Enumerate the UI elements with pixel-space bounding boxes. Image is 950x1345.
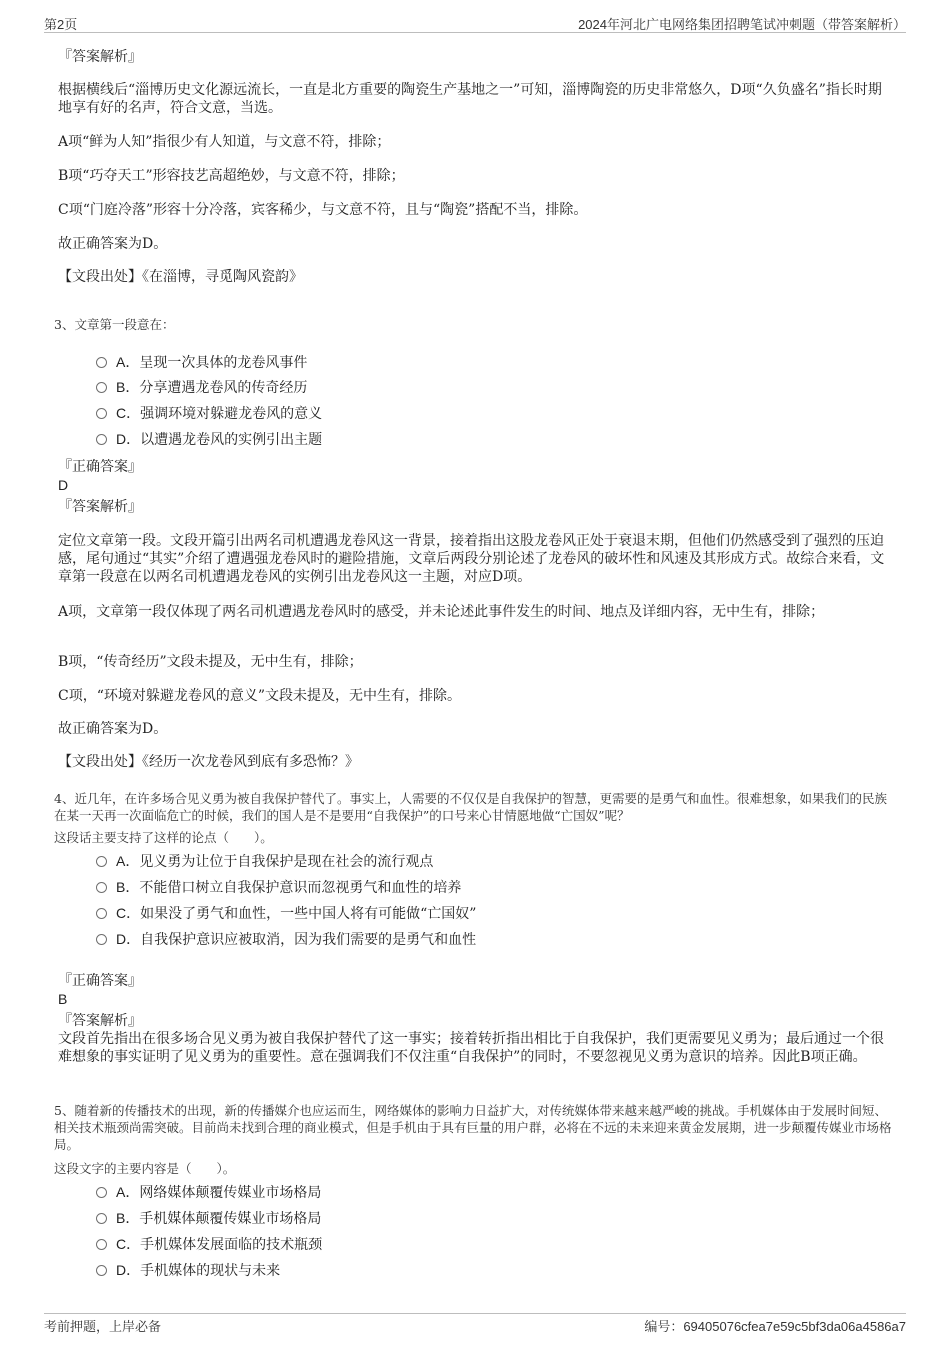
analysis-paragraph: B项“巧夺天工”形容技艺高超绝妙，与文意不符，排除；: [58, 168, 405, 184]
page-footer: [44, 1313, 906, 1336]
question-prompt: 这段文字的主要内容是（ ）。: [54, 1161, 236, 1176]
analysis-paragraph: B项，“传奇经历”文段未提及，无中生有，排除；: [58, 654, 363, 670]
option-c[interactable]: C．手机媒体发展面临的技术瓶颈: [96, 1235, 322, 1254]
page-header: [44, 10, 906, 33]
question-stem: 3、文章第一段意在：: [54, 317, 175, 332]
radio-icon[interactable]: [96, 882, 107, 893]
radio-icon[interactable]: [96, 856, 107, 867]
conclusion: 故正确答案为D。: [58, 721, 168, 737]
source-citation: 【文段出处】《经历一次龙卷风到底有多恐怖？》: [58, 754, 359, 770]
radio-icon[interactable]: [96, 408, 107, 419]
option-d[interactable]: D．自我保护意识应被取消，因为我们需要的是勇气和血性: [96, 930, 476, 949]
option-b[interactable]: B．不能借口树立自我保护意识而忽视勇气和血性的培养: [96, 878, 461, 897]
analysis-paragraph: A项“鲜为人知”指很少有人知道，与文意不符，排除；: [58, 134, 391, 150]
analysis-paragraph: A项，文章第一段仅体现了两名司机遭遇龙卷风时的感受，并未论述此事件发生的时间、地点及详细内容，无中生有，排除；: [58, 604, 825, 620]
radio-icon[interactable]: [96, 1187, 107, 1198]
conclusion: 故正确答案为D。: [58, 236, 168, 252]
analysis-label: 『答案解析』: [58, 1013, 142, 1029]
question-stem: 5、随着新的传播技术的出现，新的传播媒介也应运而生，网络媒体的影响力日益扩大，对传统媒体带来越来越严峻的挑战。手机媒体由于发展时间短、相关技术瓶颈尚需突破。目前尚未找到合理的商业模式，但是手机由于具有巨量的用户群，必将在不远的未来迎来黄金发展期，进一步颠覆传媒业市场格局。: [54, 1103, 892, 1152]
answer-label: 『正确答案』: [58, 459, 142, 475]
source-citation: 【文段出处】《在淄博，寻觅陶风瓷韵》: [58, 269, 303, 285]
option-d[interactable]: D．以遭遇龙卷风的实例引出主题: [96, 430, 322, 449]
radio-icon[interactable]: [96, 1239, 107, 1250]
option-c[interactable]: C．强调环境对躲避龙卷风的意义: [96, 404, 322, 423]
analysis-label: 『答案解析』: [58, 499, 142, 515]
correct-answer: D: [58, 477, 69, 493]
footer-slogan: 考前押题，上岸必备: [44, 1319, 162, 1334]
radio-icon[interactable]: [96, 908, 107, 919]
document-id: 编号：69405076cfea7e59c5bf3da06a4586a7: [644, 1319, 906, 1334]
analysis-paragraph: 定位文章第一段。文段开篇引出两名司机遭遇龙卷风这一背景，接着指出这股龙卷风正处于衰退末期，但他们仍然感受到了强烈的压迫感，尾句通过“其实”介绍了遭遇强龙卷风时的避险措施，文章后两段分别论述了龙卷风的破坏性和风速及其形成方式。故综合来看，文章第一段意在以两名司机遭遇龙卷风的实例引出龙卷风这一主题，对应D项。: [58, 533, 885, 585]
question-prompt: 这段话主要支持了这样的论点（ ）。: [54, 830, 273, 845]
question-stem: 4、近几年，在许多场合见义勇为被自我保护替代了。事实上，人需要的不仅仅是自我保护的智慧，更需要的是勇气和血性。很难想象，如果我们的民族在某一天再一次面临危亡的时候，我们的国人是不是要用“自我保护”的口号来心甘情愿地做“亡国奴”呢？: [54, 791, 887, 823]
answer-label: 『正确答案』: [58, 973, 142, 989]
analysis-paragraph: C项“门庭冷落”形容十分冷落，宾客稀少，与文意不符，且与“陶瓷”搭配不当，排除。: [58, 202, 588, 218]
option-d[interactable]: D．手机媒体的现状与未来: [96, 1261, 280, 1280]
radio-icon[interactable]: [96, 1265, 107, 1276]
radio-icon[interactable]: [96, 934, 107, 945]
analysis-label: 『答案解析』: [58, 49, 142, 65]
option-c[interactable]: C．如果没了勇气和血性，一些中国人将有可能做“亡国奴”: [96, 904, 476, 923]
analysis-paragraph: 文段首先指出在很多场合见义勇为被自我保护替代了这一事实；接着转折指出相比于自我保护，我们更需要见义勇为；最后通过一个很难想象的事实证明了见义勇为的重要性。意在强调我们不仅注重“自我保护”的同时，不要忽视见义勇为意识的培养。因此B项正确。: [58, 1031, 884, 1065]
radio-icon[interactable]: [96, 1213, 107, 1224]
correct-answer: B: [58, 991, 68, 1007]
document-title: 2024年河北广电网络集团招聘笔试冲刺题（带答案解析）: [578, 17, 906, 32]
radio-icon[interactable]: [96, 434, 107, 445]
radio-icon[interactable]: [96, 382, 107, 393]
analysis-paragraph: 根据横线后“淄博历史文化源远流长，一直是北方重要的陶瓷生产基地之一”可知，淄博陶瓷的历史非常悠久，D项“久负盛名”指长时期地享有好的名声，符合文意，当选。: [58, 82, 882, 116]
option-a[interactable]: A．呈现一次具体的龙卷风事件: [96, 353, 307, 372]
page-number: 第2页: [44, 17, 78, 32]
option-b[interactable]: B．分享遭遇龙卷风的传奇经历: [96, 378, 307, 397]
option-a[interactable]: A．网络媒体颠覆传媒业市场格局: [96, 1183, 321, 1202]
radio-icon[interactable]: [96, 357, 107, 368]
option-a[interactable]: A．见义勇为让位于自我保护是现在社会的流行观点: [96, 852, 433, 871]
analysis-paragraph: C项，“环境对躲避龙卷风的意义”文段未提及，无中生有，排除。: [58, 688, 462, 704]
option-b[interactable]: B．手机媒体颠覆传媒业市场格局: [96, 1209, 321, 1228]
